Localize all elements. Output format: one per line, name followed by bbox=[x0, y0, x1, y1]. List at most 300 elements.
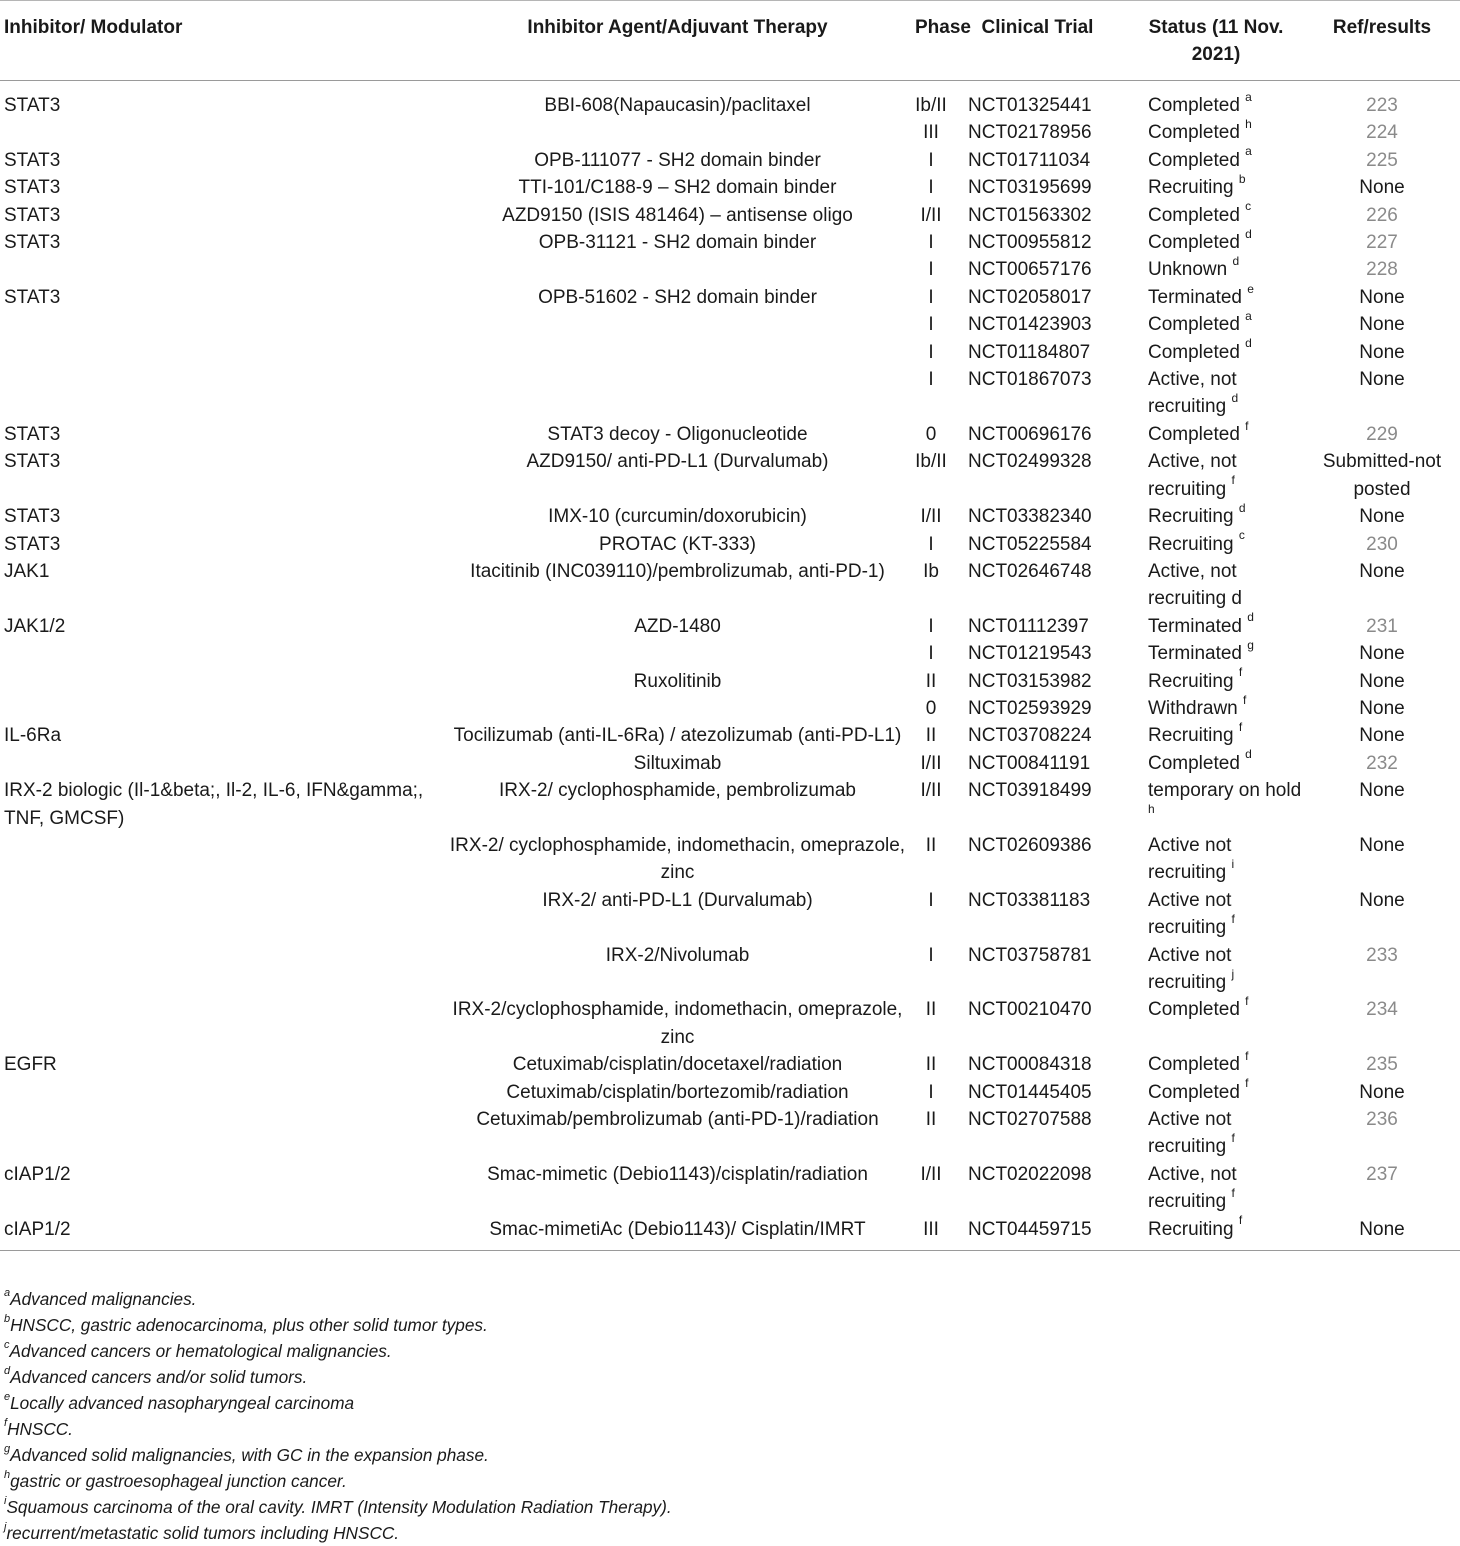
table-row bbox=[0, 339, 1460, 366]
cell-agent-text: IMX-10 (curcumin/doxorubicin) bbox=[548, 506, 807, 528]
cell-status-text: Active not recruiting bbox=[1148, 944, 1232, 993]
table-header bbox=[0, 1, 1460, 81]
cell-modulator-text: STAT3 bbox=[4, 149, 61, 171]
cell-ref-results bbox=[1304, 640, 1460, 667]
table-row bbox=[0, 942, 1460, 997]
table-row bbox=[0, 613, 1460, 640]
cell-agent bbox=[440, 640, 915, 667]
cell-status-text: Completed bbox=[1148, 95, 1240, 116]
cell-phase bbox=[915, 229, 947, 256]
cell-status bbox=[1128, 281, 1304, 311]
cell-clinical-trial-text: NCT02178956 bbox=[968, 122, 1092, 144]
status-footnote-mark: f bbox=[1231, 1131, 1235, 1146]
cell-phase bbox=[915, 777, 947, 832]
cell-ref-results[interactable] bbox=[1304, 202, 1460, 229]
cell-clinical-trial bbox=[947, 887, 1128, 942]
cell-phase bbox=[915, 202, 947, 229]
cell-status bbox=[1128, 558, 1304, 613]
cell-clinical-trial-text: NCT03381183 bbox=[968, 889, 1091, 911]
status-footnote-mark: h bbox=[1148, 802, 1155, 817]
cell-clinical-trial-text: NCT03918499 bbox=[968, 780, 1092, 802]
cell-ref-results-text[interactable]: 236 bbox=[1366, 1109, 1398, 1131]
cell-phase-text: II bbox=[925, 670, 937, 692]
cell-status bbox=[1128, 199, 1304, 229]
cell-status-text: Active not recruiting bbox=[1148, 1109, 1232, 1158]
cell-status-text: Completed bbox=[1148, 314, 1240, 336]
cell-clinical-trial-text: NCT02022098 bbox=[968, 1163, 1092, 1185]
cell-clinical-trial bbox=[947, 750, 1128, 777]
table-row bbox=[0, 448, 1460, 503]
cell-ref-results-text: None bbox=[1359, 697, 1405, 719]
cell-phase bbox=[915, 832, 947, 887]
cell-clinical-trial bbox=[947, 722, 1128, 749]
cell-ref-results bbox=[1304, 695, 1460, 722]
status-footnote-mark: a bbox=[1245, 89, 1252, 104]
cell-phase-text: I bbox=[928, 259, 934, 281]
cell-status-text: Terminated bbox=[1148, 286, 1242, 308]
cell-clinical-trial-text: NCT01445405 bbox=[968, 1081, 1092, 1103]
cell-modulator bbox=[0, 942, 440, 997]
table-row bbox=[0, 1079, 1460, 1106]
cell-clinical-trial bbox=[947, 668, 1128, 695]
cell-status-text: Active, not recruiting bbox=[1148, 1163, 1237, 1213]
cell-phase-text: I bbox=[928, 1081, 934, 1103]
cell-status bbox=[1128, 1076, 1304, 1106]
cell-phase bbox=[915, 887, 947, 942]
status-footnote-mark: f bbox=[1238, 720, 1243, 735]
cell-clinical-trial bbox=[947, 1079, 1128, 1106]
cell-clinical-trial bbox=[947, 311, 1128, 338]
table-row bbox=[0, 1216, 1460, 1251]
cell-status bbox=[1128, 418, 1304, 448]
table-row bbox=[0, 311, 1460, 338]
cell-agent bbox=[440, 339, 915, 366]
cell-ref-results-text: None bbox=[1359, 341, 1405, 363]
cell-modulator-text: STAT3 bbox=[4, 95, 61, 116]
cell-phase bbox=[915, 256, 947, 283]
cell-status bbox=[1128, 366, 1304, 421]
cell-modulator-text: IL-6Ra bbox=[4, 725, 62, 747]
cell-agent-text: AZD9150 (ISIS 481464) – antisense oligo bbox=[502, 204, 853, 226]
cell-ref-results-text: None bbox=[1359, 369, 1405, 391]
footnote-item bbox=[4, 1286, 672, 1312]
cell-phase-text: I/II bbox=[920, 204, 942, 226]
cell-clinical-trial-text: NCT00210470 bbox=[968, 999, 1092, 1021]
cell-phase bbox=[915, 942, 947, 997]
cell-clinical-trial-text: NCT01112397 bbox=[968, 615, 1089, 637]
cell-phase-text: I bbox=[928, 369, 934, 391]
cell-phase-text: I bbox=[928, 286, 934, 308]
table-row bbox=[0, 832, 1460, 887]
cell-clinical-trial bbox=[947, 229, 1128, 256]
footnote-text: HNSCC. bbox=[7, 1419, 73, 1439]
status-footnote-mark: b bbox=[1238, 171, 1246, 186]
table-row bbox=[0, 284, 1460, 311]
cell-agent-text: OPB-51602 - SH2 domain binder bbox=[538, 286, 817, 308]
footnote-text: HNSCC, gastric adenocarcinoma, plus other solid tumor types. bbox=[10, 1315, 488, 1335]
cell-ref-results-text: None bbox=[1359, 286, 1405, 308]
footnote-mark: e bbox=[4, 1391, 11, 1404]
status-footnote-mark: j bbox=[1231, 966, 1235, 981]
table-row bbox=[0, 147, 1460, 174]
cell-ref-results-text: None bbox=[1359, 1081, 1405, 1103]
cell-ref-results-text[interactable]: 229 bbox=[1366, 423, 1398, 445]
cell-ref-results-text[interactable]: 224 bbox=[1366, 122, 1398, 144]
cell-modulator bbox=[0, 777, 440, 832]
cell-status-text: Completed bbox=[1148, 232, 1240, 254]
table-row bbox=[0, 503, 1460, 530]
status-footnote-mark: f bbox=[1245, 1048, 1249, 1063]
cell-ref-results-text[interactable]: 230 bbox=[1366, 533, 1398, 555]
cell-agent-text: TTI-101/C188-9 – SH2 domain binder bbox=[518, 177, 837, 199]
status-footnote-mark: d bbox=[1245, 226, 1252, 241]
cell-clinical-trial-text: NCT03382340 bbox=[968, 506, 1092, 528]
cell-agent bbox=[440, 613, 915, 640]
cell-ref-results bbox=[1304, 174, 1460, 201]
cell-agent-text: AZD-1480 bbox=[634, 615, 721, 637]
cell-clinical-trial-text: NCT01325441 bbox=[968, 95, 1092, 116]
cell-phase-text: 0 bbox=[925, 423, 937, 445]
cell-clinical-trial bbox=[947, 147, 1128, 174]
table-row bbox=[0, 1106, 1460, 1161]
cell-agent bbox=[440, 668, 915, 695]
status-footnote-mark: f bbox=[1238, 1213, 1243, 1228]
cell-agent bbox=[440, 311, 915, 338]
cell-phase-text: I/II bbox=[920, 1163, 942, 1185]
cell-clinical-trial bbox=[947, 284, 1128, 311]
cell-ref-results-text: None bbox=[1359, 506, 1405, 528]
table-row bbox=[0, 722, 1460, 749]
cell-ref-results[interactable] bbox=[1304, 256, 1460, 283]
cell-modulator bbox=[0, 448, 440, 503]
cell-clinical-trial bbox=[947, 1051, 1128, 1078]
cell-clinical-trial-text: NCT00696176 bbox=[968, 423, 1092, 445]
cell-ref-results-text[interactable]: 233 bbox=[1366, 944, 1398, 966]
footnote-text: Advanced malignancies. bbox=[10, 1289, 197, 1309]
cell-ref-results-text[interactable]: 234 bbox=[1366, 999, 1398, 1021]
status-footnote-mark: f bbox=[1245, 994, 1249, 1009]
header-modulator: Inhibitor/ Modulator bbox=[0, 1, 440, 81]
cell-modulator bbox=[0, 119, 440, 146]
cell-ref-results[interactable] bbox=[1304, 1051, 1460, 1078]
cell-ref-results-text[interactable]: 226 bbox=[1366, 204, 1398, 226]
table-row bbox=[0, 777, 1460, 832]
cell-status bbox=[1128, 448, 1304, 503]
cell-agent-text: OPB-111077 - SH2 domain binder bbox=[534, 149, 821, 171]
cell-modulator bbox=[0, 668, 440, 695]
cell-status-text: Completed bbox=[1148, 999, 1240, 1021]
cell-status-text: Recruiting bbox=[1148, 506, 1234, 528]
cell-ref-results[interactable] bbox=[1304, 147, 1460, 174]
cell-phase bbox=[915, 1161, 947, 1216]
cell-modulator-text: JAK1/2 bbox=[4, 615, 66, 637]
cell-clinical-trial bbox=[947, 832, 1128, 887]
cell-status-text: Unknown bbox=[1148, 259, 1228, 281]
cell-modulator bbox=[0, 695, 440, 722]
cell-ref-results[interactable] bbox=[1304, 229, 1460, 256]
footnote-mark: c bbox=[4, 1339, 10, 1352]
cell-agent bbox=[440, 202, 915, 229]
cell-ref-results[interactable] bbox=[1304, 942, 1460, 997]
cell-status bbox=[1128, 256, 1304, 283]
cell-phase bbox=[915, 531, 947, 558]
footnote-item bbox=[4, 1364, 672, 1390]
cell-agent bbox=[440, 448, 915, 503]
footnote-item bbox=[4, 1520, 672, 1546]
cell-ref-results bbox=[1304, 832, 1460, 887]
status-footnote-mark: a bbox=[1245, 144, 1252, 159]
cell-modulator bbox=[0, 531, 440, 558]
cell-modulator bbox=[0, 1161, 440, 1216]
cell-status-text: Completed bbox=[1148, 1081, 1240, 1103]
cell-phase-text: I bbox=[928, 643, 934, 665]
cell-status-text: Completed bbox=[1148, 752, 1240, 774]
cell-status-text: Recruiting bbox=[1148, 725, 1234, 747]
footnote-item bbox=[4, 1468, 672, 1494]
footnote-text: gastric or gastroesophageal junction cancer. bbox=[10, 1471, 347, 1491]
cell-phase-text: I bbox=[928, 341, 934, 363]
cell-ref-results-text: None bbox=[1359, 889, 1405, 911]
header-agent: Inhibitor Agent/Adjuvant Therapy bbox=[440, 1, 915, 81]
footnote-text: recurrent/metastatic solid tumors including HNSCC. bbox=[6, 1523, 400, 1543]
status-footnote-mark: h bbox=[1245, 117, 1252, 132]
cell-agent bbox=[440, 81, 915, 120]
cell-phase bbox=[915, 1079, 947, 1106]
cell-phase-text: III bbox=[923, 122, 939, 144]
cell-agent-text: IRX-2/ anti-PD-L1 (Durvalumab) bbox=[542, 889, 813, 911]
cell-agent bbox=[440, 832, 915, 887]
cell-phase-text: I/II bbox=[920, 506, 942, 528]
footnote-mark: h bbox=[4, 1469, 11, 1482]
cell-phase bbox=[915, 339, 947, 366]
cell-phase bbox=[915, 1216, 947, 1251]
cell-status-text: Completed bbox=[1148, 423, 1240, 445]
cell-agent bbox=[440, 366, 915, 421]
cell-clinical-trial-text: NCT03195699 bbox=[968, 177, 1092, 199]
cell-ref-results[interactable] bbox=[1304, 996, 1460, 1051]
table-row bbox=[0, 887, 1460, 942]
cell-agent bbox=[440, 1161, 915, 1216]
cell-agent bbox=[440, 1079, 915, 1106]
cell-status bbox=[1128, 722, 1304, 749]
status-footnote-mark: d bbox=[1247, 610, 1254, 625]
cell-ref-results-text: None bbox=[1359, 560, 1405, 582]
cell-modulator bbox=[0, 640, 440, 667]
cell-agent bbox=[440, 503, 915, 530]
cell-status-text: Completed bbox=[1148, 149, 1240, 171]
cell-status bbox=[1128, 832, 1304, 887]
cell-clinical-trial-text: NCT04459715 bbox=[968, 1218, 1092, 1240]
cell-status-text: Active, not recruiting bbox=[1148, 369, 1237, 418]
cell-phase bbox=[915, 695, 947, 722]
cell-clinical-trial bbox=[947, 558, 1128, 613]
cell-agent-text: BBI-608(Napaucasin)/paclitaxel bbox=[544, 95, 811, 116]
cell-phase-text: I bbox=[928, 314, 934, 336]
cell-agent-text: Cetuximab/pembrolizumab (anti-PD-1)/radiation bbox=[476, 1109, 879, 1131]
cell-agent-text: AZD9150/ anti-PD-L1 (Durvalumab) bbox=[526, 451, 829, 473]
cell-modulator-text: STAT3 bbox=[4, 232, 61, 254]
cell-status-text: Recruiting bbox=[1148, 177, 1234, 199]
table-row bbox=[0, 256, 1460, 283]
cell-clinical-trial bbox=[947, 339, 1128, 366]
cell-clinical-trial-text: NCT03758781 bbox=[968, 944, 1092, 966]
table-row bbox=[0, 640, 1460, 667]
status-footnote-mark: c bbox=[1245, 199, 1252, 214]
cell-ref-results bbox=[1304, 284, 1460, 311]
cell-modulator bbox=[0, 174, 440, 201]
cell-ref-results bbox=[1304, 668, 1460, 695]
cell-ref-results[interactable] bbox=[1304, 750, 1460, 777]
cell-ref-results[interactable] bbox=[1304, 119, 1460, 146]
cell-status bbox=[1128, 144, 1304, 174]
cell-modulator bbox=[0, 503, 440, 530]
cell-agent bbox=[440, 558, 915, 613]
cell-agent-text: Ruxolitinib bbox=[633, 670, 722, 692]
cell-modulator bbox=[0, 1079, 440, 1106]
cell-ref-results-text[interactable]: 237 bbox=[1366, 1163, 1398, 1185]
cell-phase-text: II bbox=[925, 1054, 937, 1076]
footnotes bbox=[4, 1286, 672, 1546]
cell-status bbox=[1128, 119, 1304, 146]
cell-ref-results-text[interactable]: 223 bbox=[1366, 95, 1398, 116]
cell-clinical-trial bbox=[947, 421, 1128, 448]
header-row bbox=[0, 1, 1460, 81]
cell-agent-text: IRX-2/Nivolumab bbox=[605, 944, 750, 966]
table-row bbox=[0, 1161, 1460, 1216]
cell-modulator bbox=[0, 722, 440, 749]
table-row bbox=[0, 119, 1460, 146]
cell-ref-results-text: None bbox=[1359, 177, 1405, 199]
status-footnote-mark: f bbox=[1231, 911, 1235, 926]
cell-clinical-trial bbox=[947, 366, 1128, 421]
cell-ref-results[interactable] bbox=[1304, 531, 1460, 558]
cell-ref-results-text[interactable]: 231 bbox=[1366, 615, 1398, 637]
header-clinical-trial: Clinical Trial bbox=[947, 1, 1128, 81]
cell-ref-results-text[interactable]: 225 bbox=[1366, 149, 1398, 171]
cell-clinical-trial bbox=[947, 119, 1128, 146]
table-row bbox=[0, 366, 1460, 421]
cell-phase-text: I/II bbox=[920, 752, 942, 774]
cell-clinical-trial-text: NCT02646748 bbox=[968, 560, 1092, 582]
cell-phase-text: I bbox=[928, 615, 934, 637]
status-footnote-mark: a bbox=[1245, 308, 1252, 323]
cell-clinical-trial bbox=[947, 613, 1128, 640]
cell-status bbox=[1128, 336, 1304, 366]
cell-ref-results bbox=[1304, 558, 1460, 613]
cell-clinical-trial-text: NCT00657176 bbox=[968, 259, 1092, 281]
cell-clinical-trial-text: NCT00955812 bbox=[968, 232, 1092, 254]
cell-phase-text: I bbox=[928, 177, 934, 199]
cell-phase-text: II bbox=[925, 834, 937, 856]
status-footnote-mark: e bbox=[1247, 281, 1254, 296]
cell-status bbox=[1128, 777, 1304, 832]
cell-ref-results bbox=[1304, 1216, 1460, 1251]
cell-ref-results-text[interactable]: 235 bbox=[1366, 1054, 1398, 1076]
footnote-text: Advanced cancers and/or solid tumors. bbox=[10, 1367, 308, 1387]
cell-ref-results-text: None bbox=[1359, 314, 1405, 336]
cell-modulator bbox=[0, 284, 440, 311]
cell-ref-results-text[interactable]: 232 bbox=[1366, 752, 1398, 774]
cell-agent-text: Itacitinib (INC039110)/pembrolizumab, anti-PD-1) bbox=[470, 560, 885, 582]
cell-status-text: Recruiting bbox=[1148, 533, 1234, 555]
cell-phase bbox=[915, 668, 947, 695]
cell-phase bbox=[915, 174, 947, 201]
cell-ref-results-text: None bbox=[1359, 1218, 1405, 1240]
footnote-item bbox=[4, 1494, 672, 1520]
cell-ref-results[interactable] bbox=[1304, 613, 1460, 640]
table-row bbox=[0, 174, 1460, 201]
cell-ref-results bbox=[1304, 1079, 1460, 1106]
footnote-item bbox=[4, 1390, 672, 1416]
cell-agent bbox=[440, 996, 915, 1051]
cell-agent bbox=[440, 256, 915, 283]
cell-ref-results bbox=[1304, 339, 1460, 366]
cell-status-text: Active, not recruiting d bbox=[1148, 560, 1242, 610]
cell-phase-text: II bbox=[925, 999, 937, 1021]
cell-modulator bbox=[0, 1216, 440, 1251]
cell-phase bbox=[915, 503, 947, 530]
cell-status bbox=[1128, 308, 1304, 338]
footnote-mark: a bbox=[4, 1287, 11, 1300]
cell-modulator bbox=[0, 832, 440, 887]
cell-agent bbox=[440, 1106, 915, 1161]
cell-clinical-trial-text: NCT03153982 bbox=[968, 670, 1092, 692]
cell-phase-text: Ib/II bbox=[915, 451, 947, 473]
cell-clinical-trial-text: NCT01219543 bbox=[968, 643, 1092, 665]
cell-ref-results-text[interactable]: 228 bbox=[1366, 259, 1398, 281]
table-row bbox=[0, 750, 1460, 777]
cell-phase-text: I/II bbox=[920, 780, 942, 802]
footnote-item bbox=[4, 1312, 672, 1338]
status-footnote-mark: d bbox=[1232, 254, 1240, 269]
cell-phase bbox=[915, 640, 947, 667]
cell-modulator-text: IRX-2 biologic (Il-1&beta;, Il-2, IL-6, IFN&gamma;, TNF, GMCSF) bbox=[4, 780, 424, 829]
status-footnote-mark: g bbox=[1247, 637, 1254, 652]
cell-clinical-trial-text: NCT02593929 bbox=[968, 697, 1092, 719]
cell-clinical-trial bbox=[947, 1106, 1128, 1161]
cell-modulator-text: STAT3 bbox=[4, 177, 61, 199]
cell-modulator-text: cIAP1/2 bbox=[4, 1218, 71, 1240]
cell-ref-results-text: None bbox=[1359, 670, 1405, 692]
cell-ref-results[interactable] bbox=[1304, 421, 1460, 448]
cell-agent bbox=[440, 119, 915, 146]
cell-agent-text: Siltuximab bbox=[633, 752, 722, 774]
cell-clinical-trial-text: NCT01184807 bbox=[968, 341, 1091, 363]
cell-status-text: Completed bbox=[1148, 1054, 1240, 1076]
cell-status bbox=[1128, 887, 1304, 942]
cell-ref-results-text: None bbox=[1359, 643, 1405, 665]
cell-ref-results[interactable] bbox=[1304, 1106, 1460, 1161]
cell-phase bbox=[915, 448, 947, 503]
status-footnote-mark: f bbox=[1231, 473, 1235, 488]
cell-status-text: Completed bbox=[1148, 341, 1240, 363]
cell-agent-text: OPB-31121 - SH2 domain binder bbox=[538, 232, 817, 254]
cell-ref-results-text[interactable]: 227 bbox=[1366, 232, 1398, 254]
cell-status-text: Withdrawn bbox=[1148, 697, 1238, 719]
footnote-item bbox=[4, 1338, 672, 1364]
cell-ref-results[interactable] bbox=[1304, 81, 1460, 120]
footnote-mark: j bbox=[4, 1521, 7, 1534]
cell-clinical-trial bbox=[947, 942, 1128, 997]
cell-agent bbox=[440, 722, 915, 749]
cell-modulator bbox=[0, 1106, 440, 1161]
status-footnote-mark: d bbox=[1231, 391, 1239, 406]
table-row bbox=[0, 229, 1460, 256]
cell-modulator bbox=[0, 366, 440, 421]
cell-clinical-trial-text: NCT01423903 bbox=[968, 314, 1092, 336]
cell-status bbox=[1128, 637, 1304, 667]
cell-ref-results[interactable] bbox=[1304, 1161, 1460, 1216]
